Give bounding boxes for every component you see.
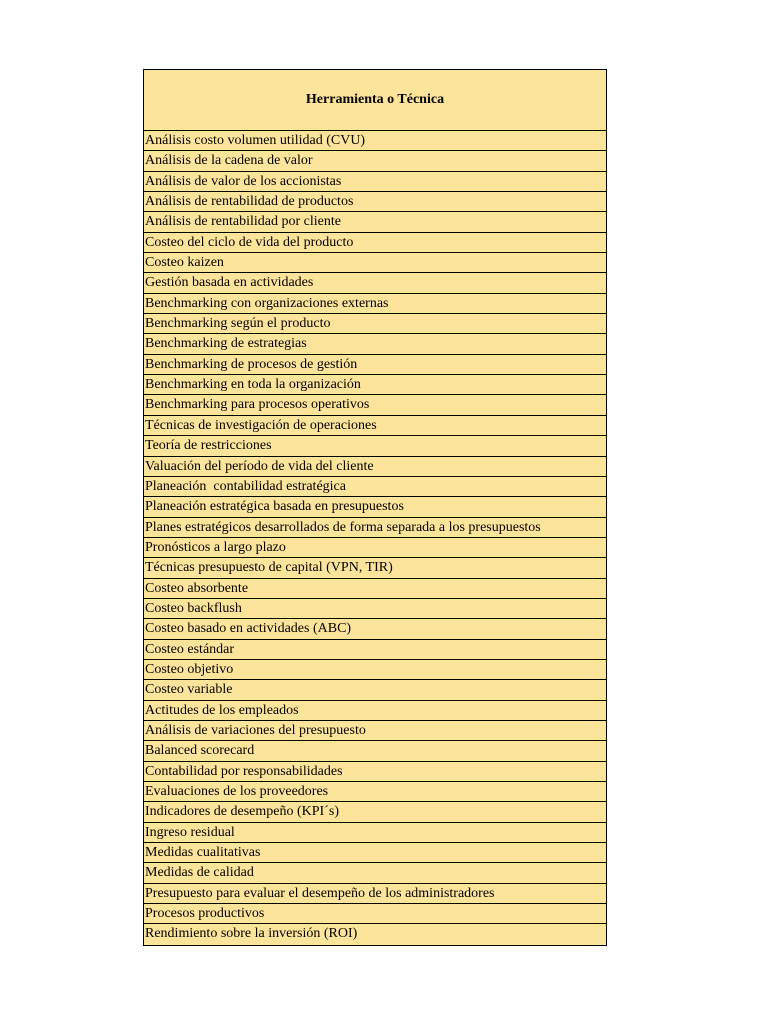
table-row: Técnicas de investigación de operaciones (144, 416, 606, 436)
techniques-table (143, 69, 607, 946)
table-row: Actitudes de los empleados (144, 701, 606, 721)
table-row: Técnicas presupuesto de capital (VPN, TIR) (144, 558, 606, 578)
table-row: Benchmarking de estrategias (144, 334, 606, 354)
table-row: Análisis de rentabilidad por cliente (144, 212, 606, 232)
table-row: Análisis de valor de los accionistas (144, 172, 606, 192)
table-row: Análisis de variaciones del presupuesto (144, 721, 606, 741)
table-row: Análisis de rentabilidad de productos (144, 192, 606, 212)
table-row: Análisis de la cadena de valor (144, 151, 606, 171)
table-row: Costeo basado en actividades (ABC) (144, 619, 606, 639)
table-body (144, 131, 606, 945)
table-row: Presupuesto para evaluar el desempeño de los administradores (144, 884, 606, 904)
table-row: Costeo absorbente (144, 579, 606, 599)
table-row: Benchmarking de procesos de gestión (144, 355, 606, 375)
table-row: Medidas cualitativas (144, 843, 606, 863)
table-row: Teoría de restricciones (144, 436, 606, 456)
table-header (144, 70, 606, 131)
table-row: Evaluaciones de los proveedores (144, 782, 606, 802)
table-row: Costeo kaizen (144, 253, 606, 273)
table-row: Análisis costo volumen utilidad (CVU) (144, 131, 606, 151)
table-row: Benchmarking con organizaciones externas (144, 294, 606, 314)
table-row: Ingreso residual (144, 823, 606, 843)
table-row: Benchmarking en toda la organización (144, 375, 606, 395)
table-row: Gestión basada en actividades (144, 273, 606, 293)
table-row: Planes estratégicos desarrollados de forma separada a los presupuestos (144, 518, 606, 538)
table-row: Pronósticos a largo plazo (144, 538, 606, 558)
table-row: Contabilidad por responsabilidades (144, 762, 606, 782)
table-row: Valuación del período de vida del cliente (144, 457, 606, 477)
table-row: Costeo variable (144, 680, 606, 700)
table-header-label: Herramienta o Técnica (305, 92, 445, 107)
table-row: Costeo objetivo (144, 660, 606, 680)
table-row: Balanced scorecard (144, 741, 606, 761)
table-row: Planeación estratégica basada en presupuestos (144, 497, 606, 517)
table-row: Procesos productivos (144, 904, 606, 924)
table-row: Costeo del ciclo de vida del producto (144, 233, 606, 253)
table-row: Costeo backflush (144, 599, 606, 619)
table-row: Planeación contabilidad estratégica (144, 477, 606, 497)
table-row: Indicadores de desempeño (KPI´s) (144, 802, 606, 822)
table-row: Medidas de calidad (144, 863, 606, 883)
table-row: Benchmarking para procesos operativos (144, 395, 606, 415)
table-row: Costeo estándar (144, 640, 606, 660)
table-row: Rendimiento sobre la inversión (ROI) (145, 926, 358, 942)
table-row: Benchmarking según el producto (144, 314, 606, 334)
